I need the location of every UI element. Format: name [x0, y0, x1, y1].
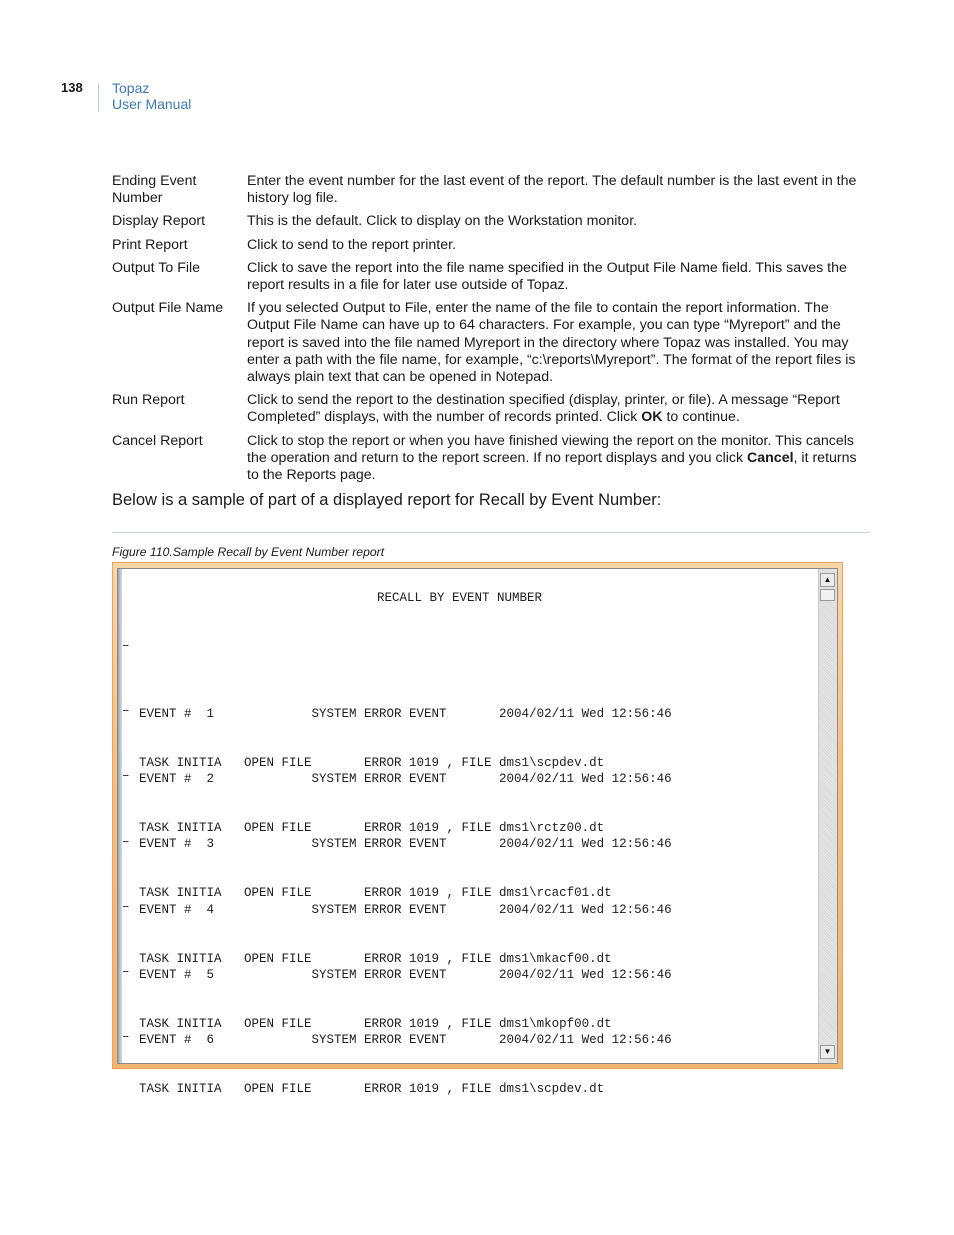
description-text: , it returns to the Reports page.: [247, 449, 857, 484]
event-detail-line: TASK INITIA OPEN FILE ERROR 1019 , FILE dms1\scpdev.dt: [139, 756, 605, 771]
header-doc-name: User Manual: [112, 96, 192, 112]
definition-description: [247, 392, 870, 426]
report-title: RECALL BY EVENT NUMBER: [377, 591, 543, 605]
event-detail-line: TASK INITIA OPEN FILE ERROR 1019 , FILE dms1\mkacf00.dt: [139, 952, 612, 967]
description-text: Click to send the report to the destination specified (display, printer, or file). A message “Report Completed” displays, with the number of records printed. Click: [247, 392, 840, 426]
event-header-line: EVENT # 3 SYSTEM ERROR EVENT 2004/02/11 Wed 12:56:46: [139, 836, 672, 851]
description-text: to continue.: [662, 409, 740, 426]
description-text: Click to stop the report or when you have finished viewing the report on the monitor. This cancels the operation and return to the report screen. If no report displays and you click: [247, 432, 854, 466]
section-rule: [112, 532, 870, 533]
definition-row-ending-event-number: [112, 173, 870, 207]
event-header-line: EVENT # 4 SYSTEM ERROR EVENT 2004/02/11 Wed 12:56:46: [139, 902, 672, 917]
report-window: [117, 568, 838, 1097]
report-text-area: [118, 569, 820, 1097]
vertical-scrollbar[interactable]: [818, 569, 837, 1063]
event-record: [139, 999, 672, 1130]
definition-list: [112, 173, 870, 490]
separator-dash: –: [122, 639, 130, 653]
separator-dash: –: [122, 769, 130, 783]
definition-row-cancel-report: [112, 433, 870, 485]
event-detail-line: TASK INITIA OPEN FILE ERROR 1019 , FILE dms1\rcacf01.dt: [139, 886, 612, 901]
separator-dash: –: [122, 1030, 130, 1044]
definition-term: Run Report: [112, 392, 185, 409]
event-header-line: EVENT # 5 SYSTEM ERROR EVENT 2004/02/11 Wed 12:56:46: [139, 967, 672, 982]
definition-description: Enter the event number for the last event of the report. The default number is the last event in the history log file.: [247, 173, 857, 207]
definition-term: Print Report: [112, 236, 188, 253]
definition-description: Click to save the report into the file name specified in the Output File Name field. This saves the report results in a file for later use outside of Topaz.: [247, 259, 847, 294]
description-bold-cancel: Cancel: [747, 449, 794, 466]
header-divider: [98, 84, 99, 112]
event-detail-line: TASK INITIA OPEN FILE ERROR 1019 , FILE dms1\rctz00.dt: [139, 821, 605, 836]
figure-caption: Figure 110.Sample Recall by Event Number report: [112, 545, 385, 559]
event-detail-line: TASK INITIA OPEN FILE ERROR 1019 , FILE dms1\mkopf00.dt: [139, 1017, 612, 1032]
scrollbar-thumb[interactable]: [820, 589, 835, 601]
separator-dash: –: [122, 965, 130, 979]
definition-term: Cancel Report: [112, 432, 203, 449]
running-header: [112, 80, 191, 112]
separator-dash: –: [122, 900, 130, 914]
definition-description: If you selected Output to File, enter the name of the file to contain the report information. The Output File Name can have up to 64 characters. For example, you can type “Myreport” and the report is saved into the file named Myreport in the directory where Topaz was installed. You may enter a path with the file name, for example, “c:\reports\Myreport”. The format of the report files is always plain text that can be opened in Notepad.: [247, 300, 856, 386]
scroll-up-arrow-icon[interactable]: ▲: [820, 573, 835, 587]
definition-term: Output To File: [112, 259, 201, 276]
definition-description: Click to send to the report printer.: [247, 236, 456, 253]
definition-row-output-to-file: [112, 260, 870, 294]
event-header-line: EVENT # 1 SYSTEM ERROR EVENT 2004/02/11 Wed 12:56:46: [139, 706, 672, 721]
separator-dash: –: [122, 704, 130, 718]
definition-term: Display Report: [112, 213, 206, 230]
definition-row-run-report: [112, 392, 870, 426]
definition-row-print-report: [112, 237, 870, 254]
description-bold-ok: OK: [641, 409, 663, 426]
definition-row-display-report: [112, 213, 870, 230]
definition-description: This is the default. Click to display on the Workstation monitor.: [247, 213, 638, 230]
scroll-down-arrow-icon[interactable]: ▼: [820, 1045, 835, 1059]
definition-term: Ending Event Number: [112, 173, 197, 207]
definition-row-output-file-name: [112, 300, 870, 386]
header-product-name: Topaz: [112, 80, 150, 96]
report-screenshot-frame: [112, 562, 843, 1097]
event-detail-line: TASK INITIA OPEN FILE ERROR 1019 , FILE dms1\scpdev.dt: [139, 1082, 605, 1097]
intro-paragraph: Below is a sample of part of a displayed report for Recall by Event Number:: [112, 491, 662, 509]
page-number: 138: [61, 80, 83, 95]
event-header-line: EVENT # 6 SYSTEM ERROR EVENT 2004/02/11 Wed 12:56:46: [139, 1032, 672, 1047]
definition-description: [247, 433, 870, 485]
event-header-line: EVENT # 2 SYSTEM ERROR EVENT 2004/02/11 Wed 12:56:46: [139, 771, 672, 786]
definition-term: Output File Name: [112, 300, 224, 317]
separator-dash: –: [122, 835, 130, 849]
